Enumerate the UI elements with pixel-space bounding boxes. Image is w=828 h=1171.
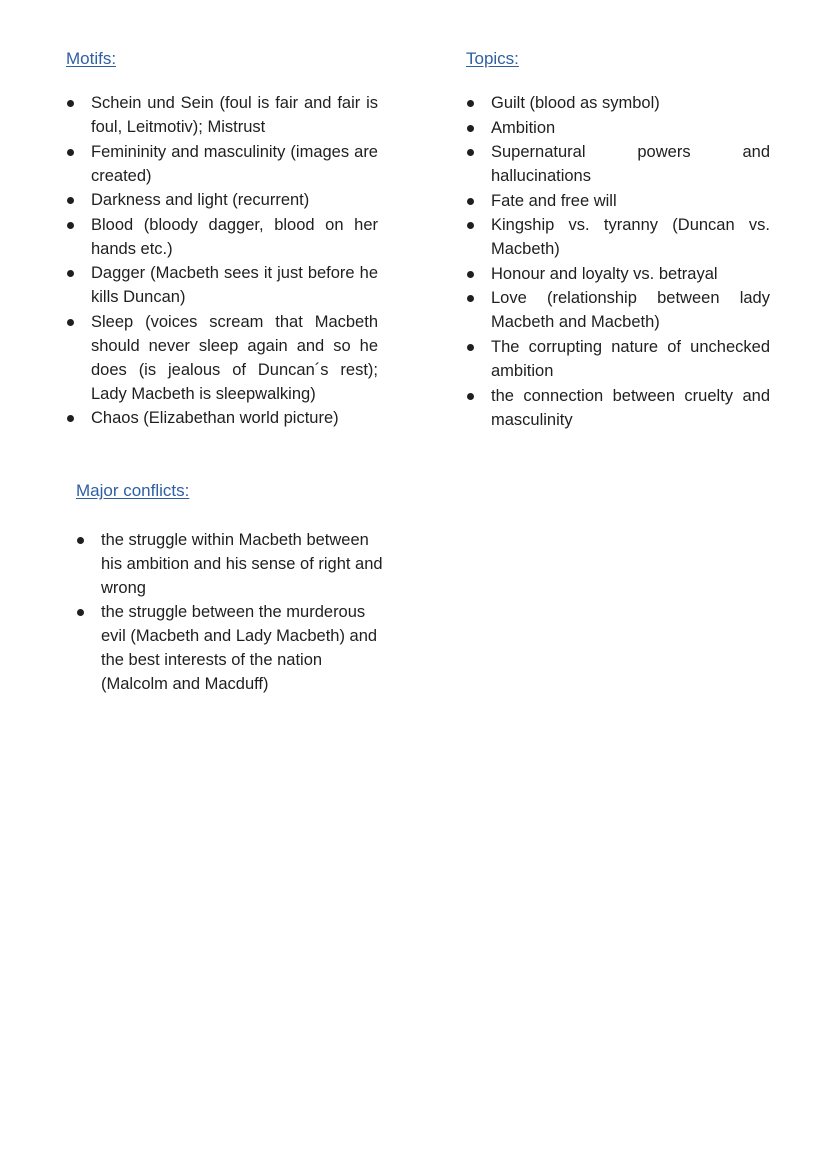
list-item: [76, 528, 386, 600]
topics-heading: Topics:: [466, 49, 519, 68]
list-item: [466, 116, 770, 140]
list-item-text: Blood (bloody dagger, blood on her hands etc.): [91, 215, 378, 258]
list-item-text: the struggle between the murderous evil (Macbeth and Lady Macbeth) and the best interests of the nation (Malcolm and Macduff): [101, 603, 378, 693]
bullet-icon: [467, 198, 474, 205]
list-item: [66, 310, 378, 406]
topics-list: [466, 91, 770, 433]
list-item: [66, 406, 378, 430]
bullet-icon: [467, 271, 474, 278]
list-item: [66, 91, 378, 139]
list-item: [466, 384, 770, 432]
list-item-text: Sleep (voices scream that Macbeth should never sleep again and so he does (is jealous of Duncan´s rest); Lady Macbeth is sleepwalking): [91, 312, 378, 403]
bullet-icon: [67, 149, 74, 156]
list-item: [466, 140, 770, 188]
bullet-icon: [467, 295, 474, 302]
bullet-icon: [67, 270, 74, 277]
list-item-text: Schein und Sein (foul is fair and fair is foul, Leitmotiv); Mistrust: [91, 94, 378, 136]
list-item-text: Ambition: [491, 118, 556, 137]
list-item-text: Fate and free will: [491, 191, 617, 210]
bullet-icon: [67, 319, 74, 326]
bullet-icon: [467, 344, 474, 351]
list-item-text: Femininity and masculinity (images are created): [91, 142, 378, 185]
list-item: [466, 335, 770, 383]
list-item-text: The corrupting nature of unchecked ambition: [491, 338, 770, 380]
bullet-icon: [67, 100, 74, 107]
list-item-text: Dagger (Macbeth sees it just before he kills Duncan): [91, 264, 378, 306]
list-item-text: Supernatural powers and hallucinations: [491, 143, 770, 185]
motifs-heading: Motifs:: [66, 49, 117, 68]
list-item: [466, 189, 770, 213]
list-item-text: the connection between cruelty and masculinity: [491, 387, 770, 429]
list-item-text: Guilt (blood as symbol): [491, 94, 660, 112]
list-item: [466, 91, 770, 115]
list-item: [66, 188, 378, 212]
bullet-icon: [77, 609, 84, 616]
list-item: [466, 262, 770, 286]
list-item: [466, 286, 770, 334]
bullet-icon: [467, 100, 474, 107]
conflicts-list: [76, 528, 386, 696]
list-item-text: Love (relationship between lady Macbeth and Macbeth): [491, 289, 770, 331]
bullet-icon: [77, 537, 84, 544]
major-conflicts-heading: Major conflicts:: [76, 481, 190, 500]
list-item: [66, 261, 378, 309]
bullet-icon: [467, 222, 474, 229]
list-item: [66, 213, 378, 261]
bullet-icon: [467, 125, 474, 132]
bullet-icon: [67, 415, 74, 422]
list-item-text: Kingship vs. tyranny (Duncan vs. Macbeth): [491, 216, 770, 258]
list-item: [66, 140, 378, 188]
motifs-list: [66, 91, 378, 431]
bullet-icon: [467, 149, 474, 156]
list-item: [466, 213, 770, 261]
list-item-text: Chaos (Elizabethan world picture): [91, 409, 339, 427]
bullet-icon: [67, 197, 74, 204]
list-item-text: Honour and loyalty vs. betrayal: [491, 264, 718, 283]
list-item-text: Darkness and light (recurrent): [91, 191, 310, 209]
list-item-text: the struggle within Macbeth between his ambition and his sense of right and wrong: [101, 531, 383, 597]
bullet-icon: [467, 393, 474, 400]
list-item: [76, 600, 386, 696]
bullet-icon: [67, 222, 74, 229]
